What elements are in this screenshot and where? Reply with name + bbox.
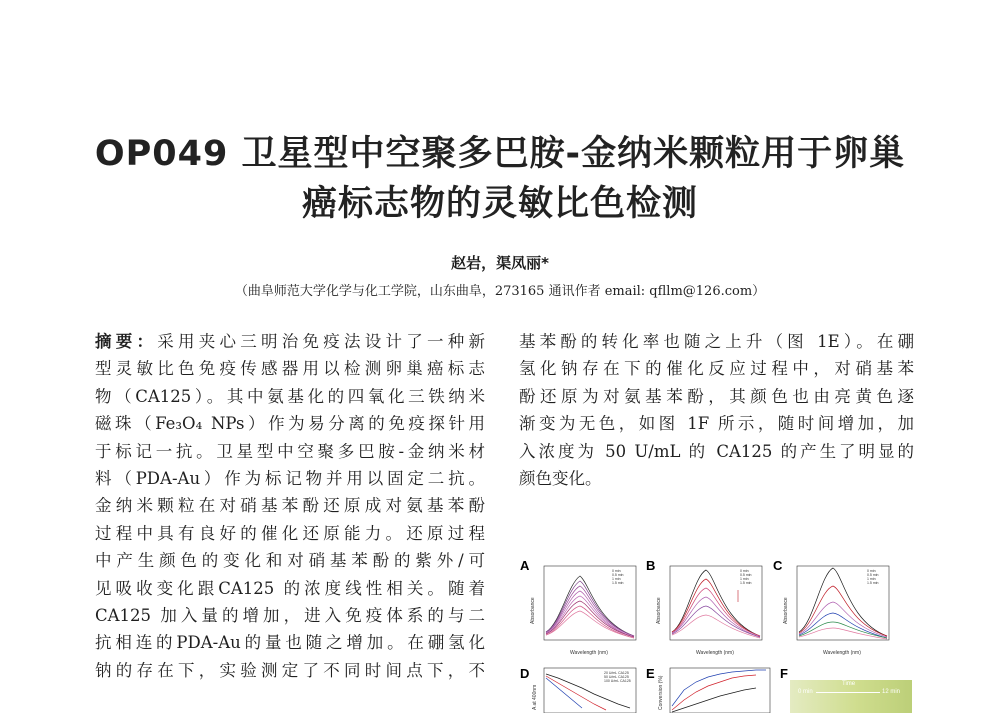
panel-b-spectra	[656, 562, 768, 657]
legend-entry: 1.5 min	[867, 581, 879, 585]
abstract-line: 抗相连的PDA-Au的量也随之增加。在硼氢化	[95, 633, 485, 653]
legend-entry: 0 min	[612, 569, 621, 573]
panel-label-e: E	[646, 666, 655, 681]
legend-entry: 0 min	[740, 569, 749, 573]
legend-entry: 1 min	[867, 577, 876, 581]
body-line: 基苯酚的转化率也随之上升（图 1E）。在硼	[519, 332, 914, 351]
legend-entry: 20 U/mL CA125	[604, 671, 629, 675]
abstract-line: 于标记一抗。卫星型中空聚多巴胺-金纳米材	[95, 441, 485, 461]
legend-entry: 0 min	[867, 569, 876, 573]
panel-a-spectra	[530, 562, 642, 657]
abstract-label: 摘要：	[95, 332, 158, 351]
abstract-line: CA125 加入量的增加，进入免疫体系的与二	[95, 605, 485, 625]
panel-f-photo	[790, 680, 912, 713]
abstract-text: 采用夹心三明治免疫法设计了一种新	[157, 332, 485, 351]
right-column	[519, 328, 914, 492]
legend-b	[740, 569, 752, 585]
legend-entry: 1 min	[740, 577, 749, 581]
body-line: 入浓度为 50 U/mL 的 CA125 的产生了明显的	[519, 441, 914, 461]
photo-end-label: 12 min	[882, 689, 901, 695]
legend-d	[604, 671, 631, 683]
legend-a	[612, 569, 624, 585]
photo-start-label: 0 min	[798, 689, 813, 695]
legend-entry: 1 min	[612, 577, 621, 581]
abstract-line-first	[95, 328, 485, 355]
body-line: 酚还原为对氨基苯酚，其颜色也由亮黄色逐	[519, 386, 914, 406]
abstract-column	[95, 328, 485, 684]
panel-label-d: D	[520, 666, 530, 681]
y-axis-label: Conversion (%)	[658, 675, 664, 710]
abstract-line: 钠的存在下，实验测定了不同时间点下，不	[95, 660, 485, 680]
legend-entry: 0.5 min	[612, 573, 624, 577]
body-line: 颜色变化。	[519, 468, 602, 488]
body-line: 渐变为无色，如图 1F 所示，随时间增加，加	[519, 414, 914, 434]
y-axis-label: A at 400nm	[532, 684, 538, 710]
legend-entry: 100 U/mL CA125	[604, 679, 631, 683]
panel-e-conversion	[656, 666, 776, 713]
affiliation: （曲阜师范大学化学与化工学院，山东曲阜，273165 通讯作者 email: qfllm@126.com）	[234, 284, 766, 299]
panel-label-c: C	[773, 558, 783, 573]
x-axis-label: Wavelength (nm)	[823, 650, 861, 656]
figure-1	[518, 548, 912, 713]
legend-c	[867, 569, 879, 585]
abstract-line: 见吸收变化跟CA125 的浓度线性相关。随着	[95, 578, 485, 598]
y-axis-label: Absorbance	[530, 597, 536, 624]
photo-time-label: Time	[842, 681, 856, 687]
legend-entry: 0.5 min	[867, 573, 879, 577]
spectra-curves-a	[546, 576, 634, 638]
panel-label-b: B	[646, 558, 656, 573]
paper-title-line-1: OP049 卫星型中空聚多巴胺-金纳米颗粒用于卵巢	[94, 134, 906, 174]
abstract-line: 料（PDA-Au）作为标记物并用以固定二抗。	[95, 468, 485, 488]
legend-entry: 1.5 min	[612, 581, 624, 585]
authors: 赵岩，渠凤丽*	[451, 254, 549, 272]
legend-entry: 50 U/mL CA125	[604, 675, 629, 679]
x-axis-label: Wavelength (nm)	[696, 650, 734, 656]
abstract-line: 型灵敏比色免疫传感器用以检测卵巢癌标志	[95, 359, 485, 379]
x-axis-label: Wavelength (nm)	[570, 650, 608, 656]
abstract-line: 中产生颜色的变化和对硝基苯酚的紫外/可	[95, 551, 485, 571]
legend-entry: 1.5 min	[740, 581, 752, 585]
body-line: 氢化钠存在下的催化反应过程中，对硝基苯	[519, 359, 914, 379]
panel-c-spectra	[783, 562, 895, 657]
paper-title-line-2: 癌标志物的灵敏比色检测	[301, 184, 698, 224]
abstract-line: 过程中具有良好的催化还原能力。还原过程	[95, 523, 485, 543]
y-axis-label: Absorbance	[783, 597, 789, 624]
panel-d-kinetics	[530, 666, 642, 713]
panel-label-a: A	[520, 558, 530, 573]
abstract-line: 物（CA125）。其中氨基化的四氧化三铁纳米	[95, 386, 485, 406]
abstract-line: 金纳米颗粒在对硝基苯酚还原成对氨基苯酚	[95, 496, 485, 516]
panel-label-f: F	[780, 666, 788, 681]
legend-entry: 0.5 min	[740, 573, 752, 577]
abstract-line: 磁珠（Fe₃O₄ NPs）作为易分离的免疫探针用	[95, 414, 485, 434]
photo-time-arrow	[816, 692, 880, 693]
y-axis-label: Absorbance	[656, 597, 662, 624]
